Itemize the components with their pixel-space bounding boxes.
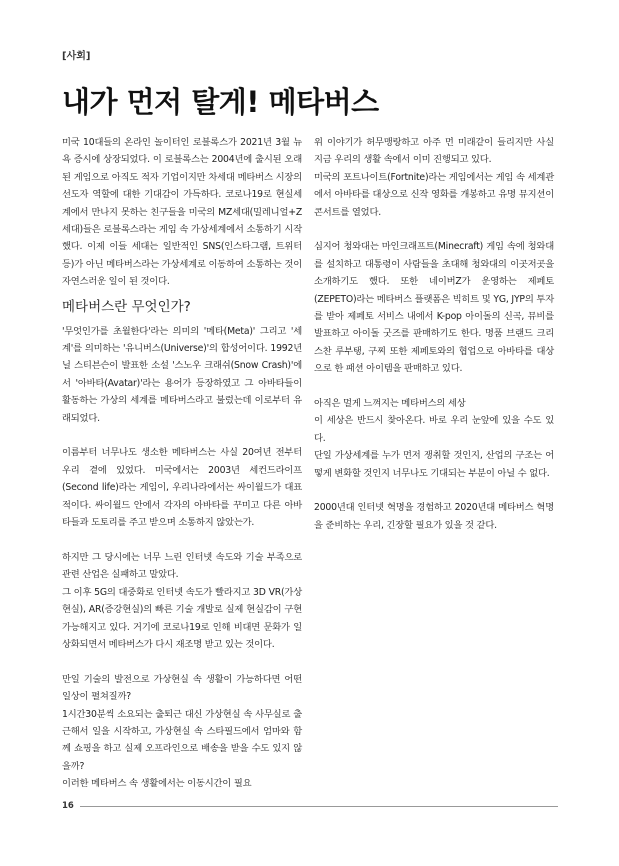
paragraph-gap	[62, 653, 302, 670]
paragraph-gap	[62, 427, 302, 444]
paragraph: 위 이야기가 허무맹랑하고 아주 먼 미래같이 들리지만 사실 지금 우리의 생활 속에서 이미 진행되고 있다.	[314, 137, 554, 166]
section-heading: 메타버스란 무엇인가?	[62, 298, 191, 315]
paragraph: 2000년대 인터넷 혁명을 경험하고 2020년대 메타버스 혁명을 준비하는 우리, 긴장할 필요가 있을 것 같다.	[314, 502, 554, 531]
paragraph: 그 이후 5G의 대중화로 인터넷 속도가 빨라지고 3D VR(가상현실), AR(증강현실)의 빠른 기술 개발로 실제 현실감이 구현가능해지고 있다. 거기에 코로나19로 인해 비대면 문화가 일상화되면서 메타버스가 다시 재조명 받고 있는 것이다.	[62, 586, 302, 650]
category-label: [사회]	[62, 51, 91, 62]
paragraph: 단일 가상세계를 누가 먼저 쟁취할 것인지, 산업의 구조는 어떻게 변화할 것인지 너무나도 기대되는 부분이 아닐 수 없다.	[314, 450, 554, 479]
paragraph: 이러한 메타버스 속 생활에서는 이동시간이 필요	[62, 778, 252, 790]
paragraph: '무엇인가를 초월한다'라는 의미의 '메타(Meta)' 그리고 '세계'를 의미하는 '유니버스(Universe)'의 합성어이다. 1992년 닐 스티븐슨이 발표한 소설 '스노우 크래쉬(Snow Crash)'에서 '아바타(Avatar)'라는 용어가 등장하였고 그 아바타들이 활동하는 가상의 세계를 메타버스라고 불렀는데 이로부터 유래되었다.	[62, 325, 302, 424]
paragraph-gap	[314, 482, 554, 499]
footer-divider	[80, 806, 558, 807]
paragraph: 하지만 그 당시에는 너무 느린 인터넷 속도와 기술 부족으로 관련 산업은 실패하고 말았다.	[62, 551, 302, 581]
page-number: 16	[62, 801, 74, 811]
paragraph: 아직은 멀게 느껴지는 메타버스의 세상	[314, 398, 466, 410]
paragraph-gap	[314, 378, 554, 395]
paragraph: 만일 기술의 발전으로 가상현실 속 생활이 가능하다면 어떤 일상이 펼쳐질까?	[62, 673, 302, 703]
paragraph: 이 세상은 반드시 찾아온다. 바로 우리 눈앞에 있을 수도 있다.	[314, 415, 554, 444]
paragraph: 미국 10대들의 온라인 놀이터인 로블록스가 2021년 3월 뉴욕 증시에 상장되었다. 이 로블록스는 2004년에 출시된 오래된 게임으로 아직도 적자 기업이지만 차세대 메타버스 시장의 선도자 역할에 대한 기대감이 가득하다. 코로나19로 현실세계에서 만나지 못하는 친구들을 미국의 MZ세대(밀레니얼+Z세대)들은 로블록스라는 게임 속 가상세계에서 소통하기 시작했다. 이제 이들 세대는 일반적인 SNS(인스타그램, 트위터 등)가 아닌 메타버스라는 가상세계로 이동하여 소통하는 것이 자연스러운 일이 된 것이다.	[62, 137, 302, 288]
paragraph: 이름부터 너무나도 생소한 메타버스는 사실 20여년 전부터 우리 곁에 있었다. 미국에서는 2003년 세컨드라이프(Second life)라는 게임이, 우리나라에서는 싸이월드가 대표적이다. 싸이월드 안에서 각자의 아바타를 꾸미고 다른 아바타들과 도토리를 주고 받으며 소통하지 않았는가.	[62, 447, 302, 529]
paragraph: 미국의 포트나이트(Fortnite)라는 게임에서는 게임 속 세계관에서 아바타를 대상으로 신작 영화를 개봉하고 유명 뮤지션이 콘서트를 열었다.	[314, 171, 554, 218]
paragraph-gap	[314, 221, 554, 238]
right-column	[314, 134, 554, 534]
paragraph-gap	[62, 532, 302, 549]
article-title: 내가 먼저 탈게! 메타버스	[62, 85, 379, 119]
paragraph: 1시간30분씩 소요되는 출퇴근 대신 가상현실 속 사무실로 출근해서 일을 시작하고, 가상현실 속 스타필드에서 엄마와 함께 쇼핑을 하고 실제 오프라인으로 배송을 받을 수도 있지 않을까?	[62, 708, 302, 772]
paragraph: 심지어 청와대는 마인크래프트(Minecraft) 게임 속에 청와대를 설치하고 대통령이 사람들을 초대해 청와대의 이곳저곳을 소개하기도 했다. 또한 네이버Z가 운영하는 제페토(ZEPETO)라는 메타버스 플랫폼은 빅히트 및 YG, JYP의 투자를 받아 제페토 서비스 내에서 K-pop 아이돌의 신곡, 뮤비를 발표하고 아이돌 굿즈를 판매하기도 한다. 명품 브랜드 크리스찬 루부탱, 구찌 또한 제페토와의 협업으로 아바타를 대상으로 한 패션 아이템을 판매하고 있다.	[314, 241, 554, 375]
left-column	[62, 134, 302, 793]
